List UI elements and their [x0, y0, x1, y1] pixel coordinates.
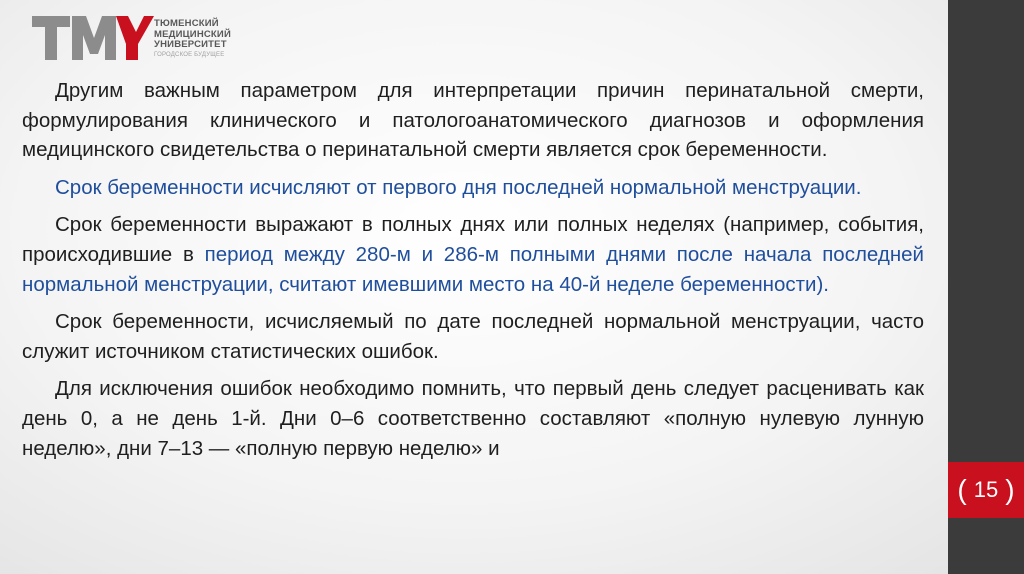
- paragraph: [22, 374, 924, 463]
- tmu-logo-icon: [30, 10, 154, 66]
- page-number-badge: [948, 462, 1024, 518]
- highlighted-text: Срок беременности исчисляют от первого дня последней нормальной менструации.: [55, 175, 862, 199]
- paragraph: [22, 307, 924, 366]
- body-text: Срок беременности выражают в полных днях или полных неделях (например, события, происходившие в: [22, 213, 924, 266]
- university-logo: [30, 10, 230, 66]
- paragraph: [22, 173, 924, 203]
- paragraph: [22, 76, 924, 165]
- university-motto: ГОРОДСКОЕ БУДУЩЕЕ: [154, 52, 225, 58]
- slide-body-text: [22, 76, 924, 471]
- highlighted-text: период между 280-м и 286-м полными днями после начала последней нормальной менструации, считают имевшими место на 40-й неделе беременности).: [22, 242, 924, 296]
- body-text: Срок беременности, исчисляемый по дате последней нормальной менструации, часто служит источником статистических ошибок.: [22, 310, 924, 363]
- left-bracket-icon: (: [957, 474, 967, 505]
- university-name: ТЮМЕНСКИЙ МЕДИЦИНСКИЙ УНИВЕРСИТЕТ: [154, 18, 231, 50]
- right-bracket-icon: ): [1005, 474, 1015, 505]
- page-number: 15: [973, 477, 999, 502]
- body-text: Для исключения ошибок необходимо помнить, что первый день следует расценивать как день 0, а не день 1-й. Дни 0–6 соответственно составляют «полную нулевую лунную неделю», дни 7–13 — «полную первую неделю» и: [22, 377, 924, 460]
- body-text: Другим важным параметром для интерпретации причин перинатальной смерти, формулирования клинического и патологоанатомического диагнозов и оформления медицинского свидетельства о перинатальной смерти является срок беременности.: [22, 79, 924, 162]
- paragraph: [22, 210, 924, 299]
